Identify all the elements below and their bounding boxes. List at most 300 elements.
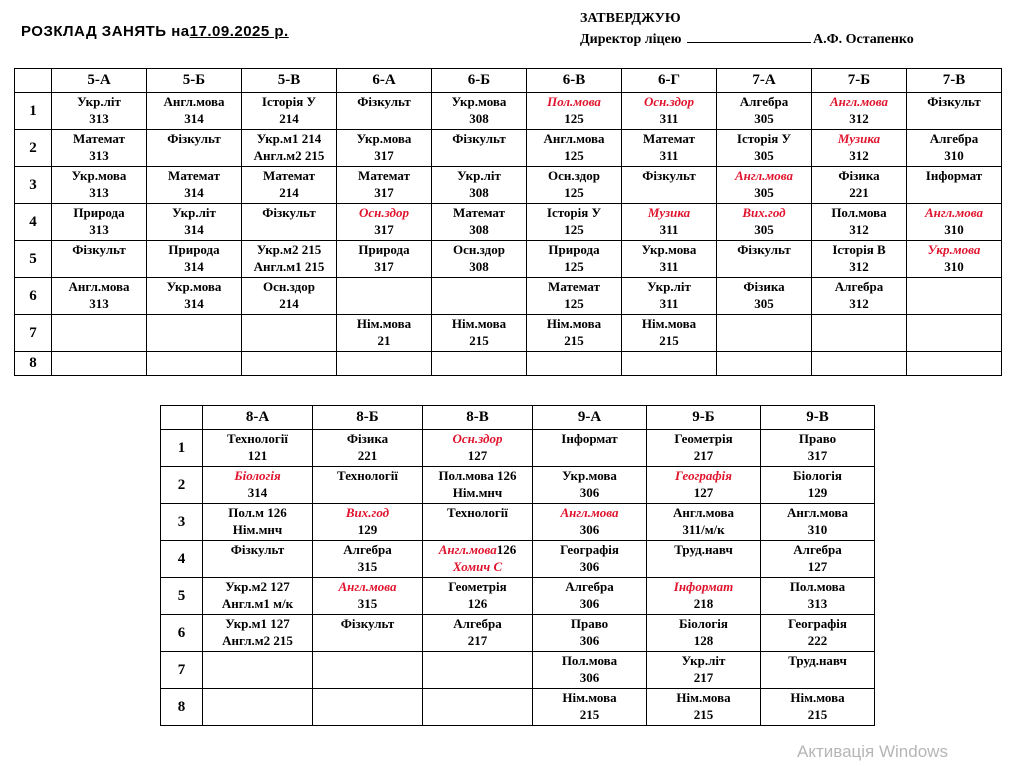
subject-line — [622, 130, 716, 147]
class-header: 8-А — [203, 406, 313, 430]
lesson-cell — [313, 615, 423, 652]
subject-name: Право — [798, 431, 837, 446]
lesson-number: 8 — [15, 352, 52, 376]
lesson-cell — [533, 541, 647, 578]
subject-line — [812, 167, 906, 184]
lesson-cell — [647, 615, 761, 652]
room-line: 129 — [357, 522, 378, 537]
subject-line — [337, 315, 431, 332]
subject-name: Фізкульт — [167, 131, 221, 146]
subject-name: Математ — [358, 168, 410, 183]
lesson-row — [15, 93, 1002, 130]
lesson-cell — [647, 689, 761, 726]
subject-name: Осн.здор — [263, 279, 315, 294]
lesson-cell — [203, 578, 313, 615]
subject-line — [907, 130, 1001, 147]
room-line: 217 — [693, 448, 714, 463]
class-header: 7-А — [717, 69, 812, 93]
room-line: 313 — [807, 596, 828, 611]
lesson-cell — [622, 315, 717, 352]
room-line: Англ.м2 215 — [222, 633, 293, 648]
lesson-cell — [812, 93, 907, 130]
lesson-row — [161, 689, 875, 726]
room-line: 125 — [564, 148, 584, 163]
subject-line — [812, 241, 906, 258]
room-line: 311/м/к — [682, 522, 725, 537]
lesson-cell — [527, 352, 622, 376]
subject-name: Укр.мова — [641, 242, 697, 257]
lesson-cell — [761, 430, 875, 467]
subject-name: Укр.мова — [927, 242, 981, 257]
corner-cell — [15, 69, 52, 93]
class-header: 5-Б — [147, 69, 242, 93]
subject-line — [907, 204, 1001, 221]
subject-line — [533, 430, 646, 447]
subject-line — [647, 689, 760, 706]
subject-name: Геометрія — [448, 579, 507, 594]
subject-line — [313, 615, 422, 632]
subject-name: Осн.здор — [548, 168, 600, 183]
class-header: 8-Б — [313, 406, 423, 430]
subject-line — [812, 204, 906, 221]
schedule-title — [21, 23, 289, 40]
subject-name: Алгебра — [739, 94, 789, 109]
subject-name: Нім.мова — [546, 316, 602, 331]
room-line: 310 — [944, 259, 964, 274]
subject-line — [761, 578, 874, 595]
lesson-cell — [147, 130, 242, 167]
lesson-cell — [423, 504, 533, 541]
room-line: 313 — [89, 296, 109, 311]
subject-name: Укр.м1 214 — [256, 131, 322, 146]
room-line: 306 — [579, 670, 600, 685]
lesson-cell — [717, 204, 812, 241]
subject-line — [761, 541, 874, 558]
lesson-cell — [761, 652, 875, 689]
class-header: 6-Б — [432, 69, 527, 93]
lesson-cell — [432, 167, 527, 204]
subject-name: Математ — [73, 131, 125, 146]
class-header: 8-В — [423, 406, 533, 430]
subject-line — [52, 204, 146, 221]
subject-name: Укр.мова — [356, 131, 412, 146]
lesson-row — [15, 130, 1002, 167]
room-line: 314 — [184, 296, 204, 311]
subject-line — [622, 278, 716, 295]
room-line: Англ.м2 215 — [253, 148, 325, 163]
room-line: 218 — [693, 596, 714, 611]
lesson-cell — [533, 689, 647, 726]
lesson-number: 5 — [161, 578, 203, 615]
subject-name: Англ.мова — [786, 505, 849, 520]
approve-label: ЗАТВЕРДЖУЮ — [580, 11, 681, 26]
class-header: 7-Б — [812, 69, 907, 93]
lesson-number: 3 — [161, 504, 203, 541]
subject-line — [313, 578, 422, 595]
lesson-cell — [52, 167, 147, 204]
subject-line — [313, 467, 422, 484]
lesson-number: 4 — [15, 204, 52, 241]
subject-name: Біологія — [679, 616, 728, 631]
subject-line — [533, 504, 646, 521]
subject-name: Пол.мова — [561, 653, 618, 668]
subject-name: Алгебра — [834, 279, 884, 294]
lesson-number: 3 — [15, 167, 52, 204]
subject-name: Нім.мова — [676, 690, 731, 705]
subject-line — [242, 278, 336, 295]
subject-name: Математ — [453, 205, 505, 220]
lesson-cell — [147, 278, 242, 315]
lesson-cell — [147, 167, 242, 204]
lesson-row — [161, 652, 875, 689]
lesson-cell — [432, 241, 527, 278]
lesson-cell — [717, 167, 812, 204]
lesson-cell — [432, 130, 527, 167]
lesson-cell — [313, 689, 423, 726]
subject-name: Укр.м2 127 — [225, 579, 290, 594]
lesson-cell — [147, 93, 242, 130]
room-line: 215 — [469, 333, 489, 348]
subject-line — [147, 130, 241, 147]
room-line: 305 — [754, 296, 774, 311]
class-header: 9-Б — [647, 406, 761, 430]
header-row — [161, 406, 875, 430]
subject-line — [432, 315, 526, 332]
subject-line — [203, 615, 312, 632]
lesson-cell — [423, 467, 533, 504]
lesson-cell — [52, 204, 147, 241]
subject-name: Англ.мова — [924, 205, 984, 220]
lesson-cell — [907, 130, 1002, 167]
subject-line — [52, 93, 146, 110]
subject-name: Укр.літ — [457, 168, 501, 183]
subject-line — [533, 541, 646, 558]
subject-line — [647, 430, 760, 447]
title-date: 17.09.2025 р. — [189, 23, 289, 40]
subject-line — [812, 278, 906, 295]
subject-line — [147, 93, 241, 110]
room-line: 21 — [377, 333, 391, 348]
subject-name: Фізкульт — [642, 168, 696, 183]
subject-line — [423, 430, 532, 447]
subject-name: Нім.мова — [451, 316, 507, 331]
class-header: 9-А — [533, 406, 647, 430]
lesson-cell — [423, 689, 533, 726]
subject-line — [761, 430, 874, 447]
lesson-cell — [337, 130, 432, 167]
subject-line — [432, 204, 526, 221]
lesson-cell — [622, 167, 717, 204]
subject-line — [313, 430, 422, 447]
lesson-cell — [812, 204, 907, 241]
room-line: 310 — [944, 222, 964, 237]
lesson-cell — [812, 167, 907, 204]
room-line: Нім.мнч — [452, 485, 503, 500]
room-line: 215 — [579, 707, 600, 722]
room-line: 222 — [807, 633, 828, 648]
subject-name: Інформат — [925, 168, 983, 183]
subject-name: Технології — [447, 505, 508, 520]
lesson-cell — [907, 93, 1002, 130]
subject-line — [527, 204, 621, 221]
lesson-cell — [203, 430, 313, 467]
lesson-number: 2 — [15, 130, 52, 167]
lesson-cell — [337, 352, 432, 376]
lesson-cell — [423, 541, 533, 578]
subject-line — [423, 578, 532, 595]
subject-name: Осн.здор — [452, 431, 503, 446]
lesson-cell — [647, 578, 761, 615]
subject-line — [242, 241, 336, 258]
lesson-cell — [203, 615, 313, 652]
lesson-cell — [647, 652, 761, 689]
subject-name: Укр.літ — [77, 94, 121, 109]
subject-name: Фізика — [743, 279, 785, 294]
subject-line — [533, 689, 646, 706]
lesson-cell — [527, 204, 622, 241]
room-line: 214 — [279, 185, 299, 200]
schedule-table-grades-8-9 — [160, 405, 875, 726]
subject-name: Технології — [227, 431, 288, 446]
lesson-cell — [242, 93, 337, 130]
lesson-cell — [533, 578, 647, 615]
subject-name: Вих.год — [742, 205, 786, 220]
lesson-cell — [533, 652, 647, 689]
lesson-cell — [717, 241, 812, 278]
lesson-row — [161, 541, 875, 578]
lesson-cell — [432, 204, 527, 241]
subject-line — [147, 278, 241, 295]
room-line: 125 — [564, 111, 584, 126]
room-line: 312 — [849, 111, 869, 126]
subject-line — [622, 167, 716, 184]
room-line: 311 — [659, 259, 679, 274]
subject-name: Історія У — [261, 94, 317, 109]
lesson-cell — [622, 352, 717, 376]
lesson-cell — [907, 241, 1002, 278]
subject-name: Осн.здор — [359, 205, 409, 220]
lesson-cell — [337, 241, 432, 278]
lesson-cell — [337, 93, 432, 130]
lesson-cell — [52, 130, 147, 167]
lesson-cell — [812, 241, 907, 278]
subject-line — [242, 93, 336, 110]
lesson-cell — [52, 315, 147, 352]
room-line: 306 — [579, 522, 600, 537]
lesson-number: 8 — [161, 689, 203, 726]
room-line: 311 — [659, 111, 679, 126]
subject-name: Музика — [837, 131, 881, 146]
room-line: 215 — [564, 333, 584, 348]
lesson-cell — [242, 278, 337, 315]
room-line: 127 — [467, 448, 488, 463]
subject-line — [717, 241, 811, 258]
lesson-cell — [761, 689, 875, 726]
room-line: 308 — [469, 259, 489, 274]
subject-name: Укр.мова — [451, 94, 507, 109]
subject-name: Пол.мова — [547, 94, 601, 109]
room-line: 214 — [279, 111, 299, 126]
subject-line — [147, 167, 241, 184]
corner-cell — [161, 406, 203, 430]
lesson-cell — [203, 541, 313, 578]
lesson-cell — [203, 652, 313, 689]
lesson-cell — [313, 504, 423, 541]
title-prefix: РОЗКЛАД ЗАНЯТЬ на — [21, 23, 190, 40]
lesson-row — [161, 615, 875, 652]
room-line: 311 — [659, 148, 679, 163]
subject-name: Фізкульт — [357, 94, 411, 109]
lesson-cell — [647, 467, 761, 504]
room-line: 121 — [247, 448, 268, 463]
room-line: 125 — [564, 185, 584, 200]
subject-name: Укр.літ — [172, 205, 216, 220]
lesson-cell — [527, 93, 622, 130]
subject-name: Англ.мова — [560, 505, 619, 520]
lesson-cell — [313, 430, 423, 467]
room-line: 127 — [693, 485, 714, 500]
subject-name: Укр.мова — [71, 168, 127, 183]
subject-line — [527, 167, 621, 184]
subject-line — [337, 241, 431, 258]
subject-name: Труд.навч — [674, 542, 733, 557]
subject-line — [337, 93, 431, 110]
subject-line — [242, 204, 336, 221]
subject-name: Вих.год — [345, 505, 390, 520]
lesson-cell — [423, 430, 533, 467]
lesson-cell — [242, 352, 337, 376]
lesson-cell — [647, 504, 761, 541]
subject-name: Алгебра — [565, 579, 614, 594]
subject-name: Алгебра — [929, 131, 979, 146]
subject-line — [717, 167, 811, 184]
lesson-number: 4 — [161, 541, 203, 578]
subject-line — [907, 241, 1001, 258]
subject-name: Фізкульт — [72, 242, 126, 257]
lesson-row — [15, 352, 1002, 376]
room-line: 312 — [849, 296, 869, 311]
lesson-number: 2 — [161, 467, 203, 504]
subject-line — [761, 467, 874, 484]
subject-line — [527, 93, 621, 110]
subject-name: Природа — [73, 205, 125, 220]
subject-name: Історія В — [832, 242, 886, 257]
lesson-cell — [337, 315, 432, 352]
subject-line — [52, 241, 146, 258]
lesson-row — [161, 467, 875, 504]
lesson-row — [15, 315, 1002, 352]
lesson-cell — [432, 315, 527, 352]
lesson-cell — [761, 541, 875, 578]
subject-name: Англ.мова — [338, 579, 397, 594]
subject-line — [761, 689, 874, 706]
lesson-row — [15, 167, 1002, 204]
subject-line — [147, 241, 241, 258]
subject-line — [527, 278, 621, 295]
subject-line — [527, 241, 621, 258]
room-line: 312 — [849, 259, 869, 274]
room-line: 317 — [374, 148, 394, 163]
subject-name: Фізика — [838, 168, 880, 183]
subject-name: Нім.мова — [356, 316, 412, 331]
subject-name: Нім.мова — [790, 690, 845, 705]
class-header: 5-В — [242, 69, 337, 93]
subject-line — [527, 130, 621, 147]
subject-name: Пол.м 126 — [228, 505, 287, 520]
room-line: 314 — [184, 111, 204, 126]
lesson-cell — [533, 615, 647, 652]
room-line: 315 — [357, 596, 378, 611]
subject-line — [647, 615, 760, 632]
lesson-cell — [147, 352, 242, 376]
subject-name: Англ.мова — [734, 168, 794, 183]
lesson-row — [161, 504, 875, 541]
room-line: 125 — [564, 296, 584, 311]
room-line: 215 — [693, 707, 714, 722]
lesson-number: 1 — [161, 430, 203, 467]
subject-line — [337, 130, 431, 147]
room-line: 310 — [807, 522, 828, 537]
schedule-table-grades-5-7 — [14, 68, 1002, 376]
subject-name: Англ.мова — [543, 131, 605, 146]
class-header: 7-В — [907, 69, 1002, 93]
lesson-cell — [812, 315, 907, 352]
room-line: 313 — [89, 148, 109, 163]
lesson-cell — [647, 541, 761, 578]
lesson-cell — [313, 578, 423, 615]
subject-line — [527, 315, 621, 332]
lesson-cell — [907, 167, 1002, 204]
lesson-cell — [423, 615, 533, 652]
room-line: 317 — [374, 222, 394, 237]
lesson-cell — [717, 315, 812, 352]
subject-line — [423, 467, 532, 484]
class-header: 9-В — [761, 406, 875, 430]
room-line: 217 — [693, 670, 714, 685]
subject-line — [52, 167, 146, 184]
subject-line — [622, 204, 716, 221]
subject-name: Музика — [647, 205, 691, 220]
room-line: 306 — [579, 596, 600, 611]
lesson-row — [15, 241, 1002, 278]
room-line: 314 — [184, 259, 204, 274]
class-header: 6-В — [527, 69, 622, 93]
room-line: 127 — [807, 559, 828, 574]
room-line: 308 — [469, 185, 489, 200]
lesson-row — [161, 578, 875, 615]
subject-name: Фізкульт — [927, 94, 981, 109]
subject-line — [203, 578, 312, 595]
room-line: 305 — [754, 185, 774, 200]
subject-name: Укр.мова — [562, 468, 617, 483]
room-line: 215 — [807, 707, 828, 722]
subject-name: Історія У — [546, 205, 602, 220]
subject-line — [907, 167, 1001, 184]
subject-line — [52, 130, 146, 147]
lesson-cell — [147, 204, 242, 241]
lesson-cell — [533, 430, 647, 467]
subject-line — [533, 467, 646, 484]
lesson-cell — [313, 467, 423, 504]
subject-line — [717, 130, 811, 147]
lesson-cell — [717, 130, 812, 167]
room-line: 308 — [469, 111, 489, 126]
lesson-cell — [147, 315, 242, 352]
subject-name: Укр.мова — [166, 279, 222, 294]
subject-line — [761, 652, 874, 669]
room-line: 221 — [357, 448, 378, 463]
subject-name: Англ.мова — [438, 542, 497, 557]
